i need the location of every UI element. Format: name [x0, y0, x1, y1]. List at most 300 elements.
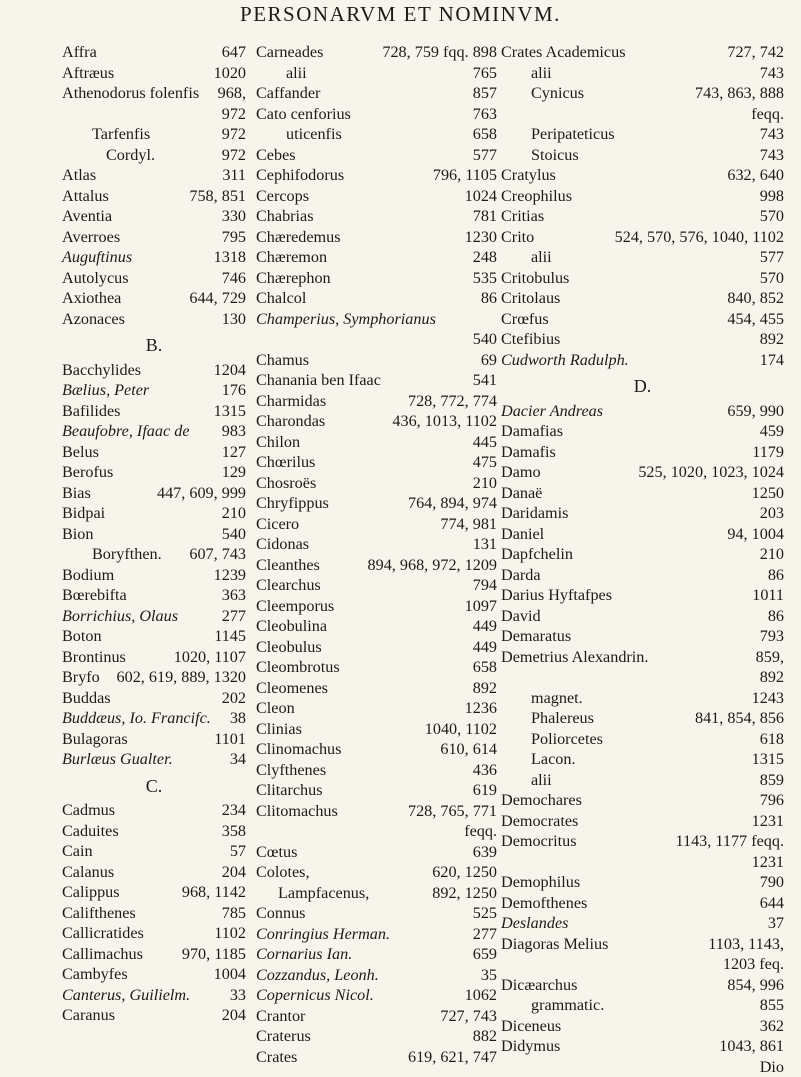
- entry-name: Caffander: [256, 83, 320, 104]
- index-entry: [62, 227, 246, 248]
- index-entry: [62, 124, 246, 145]
- index-entry: [501, 206, 784, 227]
- index-entry: [501, 83, 784, 104]
- entry-pages: 176: [216, 380, 246, 401]
- entry-pages: 1102: [208, 923, 246, 944]
- index-entry: [256, 350, 497, 371]
- index-entry: [501, 872, 784, 893]
- index-entry: [501, 831, 784, 852]
- entry-pages: 968,: [212, 83, 246, 104]
- entry-pages: 37: [762, 913, 784, 934]
- index-entry: [256, 83, 497, 104]
- entry-pages: 728, 772, 774: [402, 391, 497, 412]
- index-entry: [501, 729, 784, 750]
- entry-name: Crates: [256, 1047, 297, 1068]
- entry-name: Bodium: [62, 565, 114, 586]
- section-letter: C.: [62, 770, 246, 801]
- entry-name: Didymus: [501, 1036, 560, 1057]
- index-entry: [256, 1047, 497, 1068]
- index-entry: [501, 606, 784, 627]
- entry-pages: 619, 621, 747: [402, 1047, 497, 1068]
- entry-name: Dicæarchus: [501, 975, 577, 996]
- entry-name: Crantor: [256, 1006, 305, 1027]
- index-entry: [62, 800, 246, 821]
- index-entry: [501, 913, 784, 934]
- entry-name: Averroes: [62, 227, 120, 248]
- index-entry: [62, 462, 246, 483]
- index-entry: [62, 309, 246, 330]
- entry-continuation: 540: [256, 329, 497, 350]
- entry-pages: 248: [467, 247, 497, 268]
- entry-pages: 449: [467, 616, 497, 637]
- index-entry: [256, 780, 497, 801]
- index-entry: [501, 811, 784, 832]
- entry-name: Chryfippus: [256, 493, 329, 514]
- entry-pages: 330: [216, 206, 246, 227]
- entry-pages: 277: [467, 924, 497, 945]
- entry-pages: 859: [754, 770, 784, 791]
- entry-name: Cleon: [256, 698, 295, 719]
- entry-pages: 1011: [746, 585, 784, 606]
- entry-name: Ctefibius: [501, 329, 560, 350]
- index-entry: [256, 555, 497, 576]
- index-entry: [256, 534, 497, 555]
- entry-name: Critobulus: [501, 268, 569, 289]
- entry-pages: 1062: [459, 985, 497, 1006]
- entry-pages: 1024: [459, 186, 497, 207]
- index-entry: [256, 842, 497, 863]
- entry-name: Crito: [501, 227, 534, 248]
- entry-name: Chæremon: [256, 247, 327, 268]
- index-entry: [501, 524, 784, 545]
- entry-name: Callicratides: [62, 923, 144, 944]
- entry-name: Cornarius Ian.: [256, 944, 352, 965]
- entry-name: Creophilus: [501, 186, 572, 207]
- entry-pages: 658: [467, 657, 497, 678]
- entry-name: Bias: [62, 483, 91, 504]
- entry-pages: 436: [467, 760, 497, 781]
- entry-name: Cleombrotus: [256, 657, 340, 678]
- page-title: PERSONARVM ET NOMINVM.: [0, 2, 801, 27]
- index-column-1: [62, 42, 246, 1026]
- entry-name: Lampfacenus,: [278, 883, 369, 904]
- entry-pages: 998: [754, 186, 784, 207]
- index-entry: [501, 708, 784, 729]
- index-entry: [62, 503, 246, 524]
- index-entry: [62, 421, 246, 442]
- entry-pages: 758, 851: [183, 186, 246, 207]
- index-entry: [501, 329, 784, 350]
- entry-name: Bælius, Peter: [62, 380, 149, 401]
- entry-name: Democritus: [501, 831, 577, 852]
- index-entry: [256, 288, 497, 309]
- index-entry: [62, 206, 246, 227]
- entry-name: Craterus: [256, 1026, 311, 1047]
- entry-name: Damafias: [501, 421, 563, 442]
- entry-pages: 202: [216, 688, 246, 709]
- entry-name: Demofthenes: [501, 893, 587, 914]
- entry-pages: 632, 640: [721, 165, 784, 186]
- entry-name: Aftræus: [62, 63, 114, 84]
- entry-continuation: 972: [62, 104, 246, 125]
- entry-pages: 644: [754, 893, 784, 914]
- index-entry: [62, 483, 246, 504]
- index-entry: [501, 268, 784, 289]
- entry-pages: 1143, 1177 feqq.: [670, 831, 785, 852]
- entry-name: Carneades: [256, 42, 323, 63]
- index-entry: [256, 965, 497, 986]
- entry-name: Clitarchus: [256, 780, 323, 801]
- entry-name: Cleomenes: [256, 678, 328, 699]
- entry-name: Bulagoras: [62, 729, 128, 750]
- index-entry: [256, 678, 497, 699]
- entry-name: Poliorcetes: [531, 729, 603, 750]
- entry-name: Cidonas: [256, 534, 309, 555]
- index-entry: [501, 688, 784, 709]
- entry-name: Crates Academicus: [501, 42, 626, 63]
- index-entry: [62, 380, 246, 401]
- entry-pages: 541: [467, 370, 497, 391]
- entry-name: Chærephon: [256, 268, 331, 289]
- entry-name: Demetrius Alexandrin.: [501, 647, 648, 668]
- entry-pages: 796, 1105: [427, 165, 497, 186]
- index-entry: [501, 165, 784, 186]
- index-entry: [256, 227, 497, 248]
- index-entry: [62, 821, 246, 842]
- entry-pages: 647: [216, 42, 246, 63]
- index-entry: [256, 698, 497, 719]
- entry-pages: 892: [754, 329, 784, 350]
- entry-name: Critias: [501, 206, 544, 227]
- index-entry: [62, 626, 246, 647]
- index-entry: [501, 749, 784, 770]
- entry-pages: 363: [216, 585, 246, 606]
- index-entry: [256, 206, 497, 227]
- entry-name: Athenodorus folenfis: [62, 83, 199, 104]
- index-entry: [62, 42, 246, 63]
- entry-name: Chanania ben Ifaac: [256, 370, 381, 391]
- entry-name: Belus: [62, 442, 99, 463]
- index-entry: [62, 606, 246, 627]
- entry-pages: 1315: [208, 401, 246, 422]
- entry-name: Connus: [256, 903, 305, 924]
- index-entry: [62, 288, 246, 309]
- index-entry: [256, 268, 497, 289]
- index-entry: [62, 247, 246, 268]
- entry-pages: 857: [467, 83, 497, 104]
- index-entry: [501, 462, 784, 483]
- index-entry: [256, 903, 497, 924]
- entry-name: Borrichius, Olaus: [62, 606, 178, 627]
- entry-pages: 1204: [208, 360, 246, 381]
- entry-name: Bion: [62, 524, 93, 545]
- index-entry: [256, 493, 497, 514]
- index-entry: [256, 104, 497, 125]
- index-entry: [501, 442, 784, 463]
- entry-name: Atlas: [62, 165, 96, 186]
- entry-pages: 1020, 1107: [168, 647, 246, 668]
- entry-name: uticenfis: [286, 124, 342, 145]
- entry-pages: 855: [754, 995, 784, 1016]
- index-entry: [256, 596, 497, 617]
- entry-name: Callimachus: [62, 944, 143, 965]
- index-column-2: [256, 42, 497, 1067]
- index-entry: [256, 165, 497, 186]
- entry-name: Bacchylides: [62, 360, 141, 381]
- entry-name: David: [501, 606, 541, 627]
- entry-pages: 1179: [746, 442, 784, 463]
- index-entry: [62, 708, 246, 729]
- index-entry: [256, 657, 497, 678]
- index-entry: [62, 145, 246, 166]
- entry-pages: 618: [754, 729, 784, 750]
- entry-pages: 794: [467, 575, 497, 596]
- entry-pages: 892: [467, 678, 497, 699]
- index-entry: [256, 432, 497, 453]
- entry-continuation: Dio: [501, 1057, 784, 1077]
- index-entry: [256, 186, 497, 207]
- entry-pages: 840, 852: [721, 288, 784, 309]
- entry-pages: 358: [216, 821, 246, 842]
- entry-name: Crœfus: [501, 309, 549, 330]
- entry-name: Cudworth Radulph.: [501, 350, 629, 371]
- entry-name: Copernicus Nicol.: [256, 985, 374, 1006]
- entry-name: Cato cenforius: [256, 104, 351, 125]
- entry-name: Cephifodorus: [256, 165, 344, 186]
- index-entry: [256, 739, 497, 760]
- index-entry: [256, 247, 497, 268]
- entry-pages: 983: [216, 421, 246, 442]
- index-entry: [256, 452, 497, 473]
- entry-pages: 659, 990: [721, 401, 784, 422]
- entry-name: Lacon.: [531, 749, 576, 770]
- index-entry: [62, 165, 246, 186]
- index-entry: [62, 186, 246, 207]
- index-entry: [501, 790, 784, 811]
- index-entry: [256, 473, 497, 494]
- entry-name: Critolaus: [501, 288, 560, 309]
- entry-pages: 658: [467, 124, 497, 145]
- entry-pages: 570: [754, 268, 784, 289]
- entry-name: Dacier Andreas: [501, 401, 603, 422]
- entry-pages: 602, 619, 889, 1320: [111, 667, 247, 688]
- entry-pages: 764, 894, 974: [402, 493, 497, 514]
- index-entry: [62, 565, 246, 586]
- index-entry: [256, 801, 497, 822]
- entry-name: Chæredemus: [256, 227, 341, 248]
- entry-name: Demochares: [501, 790, 582, 811]
- index-entry: [62, 585, 246, 606]
- entry-name: Clinias: [256, 719, 302, 740]
- index-entry: [256, 616, 497, 637]
- entry-pages: 86: [475, 288, 497, 309]
- entry-name: Califthenes: [62, 903, 136, 924]
- entry-pages: 1250: [746, 483, 784, 504]
- entry-pages: 1231: [746, 811, 784, 832]
- index-entry: [62, 903, 246, 924]
- index-entry: [501, 647, 784, 668]
- entry-name: Affra: [62, 42, 97, 63]
- entry-name: Boryfthen.: [92, 544, 162, 565]
- entry-pages: 1004: [208, 964, 246, 985]
- entry-name: Cicero: [256, 514, 299, 535]
- index-entry: [256, 514, 497, 535]
- entry-pages: 728, 765, 771: [402, 801, 497, 822]
- index-entry: [62, 401, 246, 422]
- entry-pages: 1236: [459, 698, 497, 719]
- entry-name: Diagoras Melius: [501, 934, 608, 955]
- entry-name: Buddas: [62, 688, 111, 709]
- entry-name: Damafis: [501, 442, 556, 463]
- entry-pages: 1230: [459, 227, 497, 248]
- entry-name: Charmidas: [256, 391, 326, 412]
- index-entry: [62, 63, 246, 84]
- entry-pages: 130: [216, 309, 246, 330]
- index-entry: [256, 862, 497, 883]
- index-entry: [62, 544, 246, 565]
- entry-name: Cleanthes: [256, 555, 320, 576]
- index-entry: [501, 585, 784, 606]
- entry-pages: 1040, 1102: [419, 719, 497, 740]
- index-entry: [62, 964, 246, 985]
- entry-name: Demaratus: [501, 626, 571, 647]
- index-entry: [501, 626, 784, 647]
- entry-name: Clyfthenes: [256, 760, 326, 781]
- entry-name: Cercops: [256, 186, 309, 207]
- entry-pages: 445: [467, 432, 497, 453]
- index-entry: [501, 124, 784, 145]
- entry-name: Bryfo: [62, 667, 100, 688]
- index-entry: [501, 544, 784, 565]
- index-entry: [62, 862, 246, 883]
- entry-pages: 210: [467, 473, 497, 494]
- entry-name: Cynicus: [531, 83, 584, 104]
- entry-pages: 525: [467, 903, 497, 924]
- entry-pages: 311: [216, 165, 246, 186]
- entry-name: Cambyfes: [62, 964, 128, 985]
- entry-continuation: 1203 feq.: [501, 954, 784, 975]
- index-entry: [256, 985, 497, 1006]
- entry-name: Cleemporus: [256, 596, 334, 617]
- index-entry: [62, 667, 246, 688]
- index-entry: [256, 411, 497, 432]
- entry-pages: 790: [754, 872, 784, 893]
- entry-name: Axiothea: [62, 288, 121, 309]
- entry-name: Clitomachus: [256, 801, 338, 822]
- entry-name: Azonaces: [62, 309, 125, 330]
- entry-pages: 892, 1250: [426, 883, 497, 904]
- index-entry: [256, 145, 497, 166]
- index-entry: [501, 893, 784, 914]
- index-entry: [256, 575, 497, 596]
- entry-pages: 859,: [750, 647, 784, 668]
- entry-name: alii: [286, 63, 307, 84]
- entry-name: alii: [531, 770, 552, 791]
- entry-name: Chamus: [256, 350, 309, 371]
- index-entry: [501, 247, 784, 268]
- entry-name: Auguftinus: [62, 247, 132, 268]
- entry-pages: 854, 996: [721, 975, 784, 996]
- entry-pages: 210: [754, 544, 784, 565]
- index-entry: [501, 227, 784, 248]
- entry-name: Daridamis: [501, 503, 568, 524]
- entry-pages: 781: [467, 206, 497, 227]
- entry-name: Chosroës: [256, 473, 316, 494]
- entry-pages: 86: [762, 606, 784, 627]
- entry-name: Burlæus Gualter.: [62, 749, 173, 770]
- entry-name: Caranus: [62, 1005, 115, 1026]
- entry-pages: 743: [754, 63, 784, 84]
- index-entry: [501, 975, 784, 996]
- entry-name: Tarfenfis: [92, 124, 150, 145]
- entry-pages: 57: [224, 841, 246, 862]
- entry-name: Caduites: [62, 821, 119, 842]
- entry-pages: 1103, 1143,: [702, 934, 784, 955]
- entry-name: Berofus: [62, 462, 113, 483]
- entry-pages: 525, 1020, 1023, 1024: [632, 462, 784, 483]
- entry-name: Beaufobre, Ifaac de: [62, 421, 190, 442]
- entry-pages: 1101: [208, 729, 246, 750]
- entry-name: Bafilides: [62, 401, 120, 422]
- index-entry: [501, 770, 784, 791]
- section-letter: B.: [62, 329, 246, 360]
- entry-pages: 1043, 861: [713, 1036, 784, 1057]
- entry-pages: 475: [467, 452, 497, 473]
- entry-pages: 841, 854, 856: [689, 708, 784, 729]
- entry-name: Bœrebifta: [62, 585, 127, 606]
- entry-pages: 610, 614: [434, 739, 497, 760]
- entry-name: Cebes: [256, 145, 296, 166]
- entry-name: Cozzandus, Leonh.: [256, 965, 379, 986]
- entry-continuation: 892: [501, 667, 784, 688]
- index-entry: [62, 729, 246, 750]
- entry-name: Danaë: [501, 483, 542, 504]
- entry-pages: 1145: [208, 626, 246, 647]
- entry-name: Cain: [62, 841, 93, 862]
- index-entry: [256, 760, 497, 781]
- entry-pages: 33: [224, 985, 246, 1006]
- entry-name: Conringius Herman.: [256, 924, 390, 945]
- index-entry: [501, 288, 784, 309]
- entry-pages: 1239: [208, 565, 246, 586]
- entry-pages: 454, 455: [721, 309, 784, 330]
- index-entry: [256, 63, 497, 84]
- index-entry: [256, 924, 497, 945]
- entry-pages: 972: [216, 145, 246, 166]
- entry-pages: 204: [216, 1005, 246, 1026]
- entry-name: Cratylus: [501, 165, 556, 186]
- section-letter: D.: [501, 370, 784, 401]
- entry-pages: 577: [754, 247, 784, 268]
- entry-name: Brontinus: [62, 647, 126, 668]
- index-entry: [501, 421, 784, 442]
- entry-name: Cordyl.: [106, 145, 155, 166]
- entry-pages: 1097: [459, 596, 497, 617]
- entry-continuation: 1231: [501, 852, 784, 873]
- entry-name: Bidpai: [62, 503, 105, 524]
- index-entry: [62, 1005, 246, 1026]
- entry-name: Attalus: [62, 186, 109, 207]
- entry-pages: 86: [762, 565, 784, 586]
- entry-pages: 793: [754, 626, 784, 647]
- index-entry: [62, 268, 246, 289]
- entry-name: Damo: [501, 462, 541, 483]
- entry-continuation: feqq.: [256, 821, 497, 842]
- index-entry: [501, 145, 784, 166]
- entry-name: Phalereus: [531, 708, 594, 729]
- entry-name: Stoicus: [531, 145, 579, 166]
- entry-pages: 34: [224, 749, 246, 770]
